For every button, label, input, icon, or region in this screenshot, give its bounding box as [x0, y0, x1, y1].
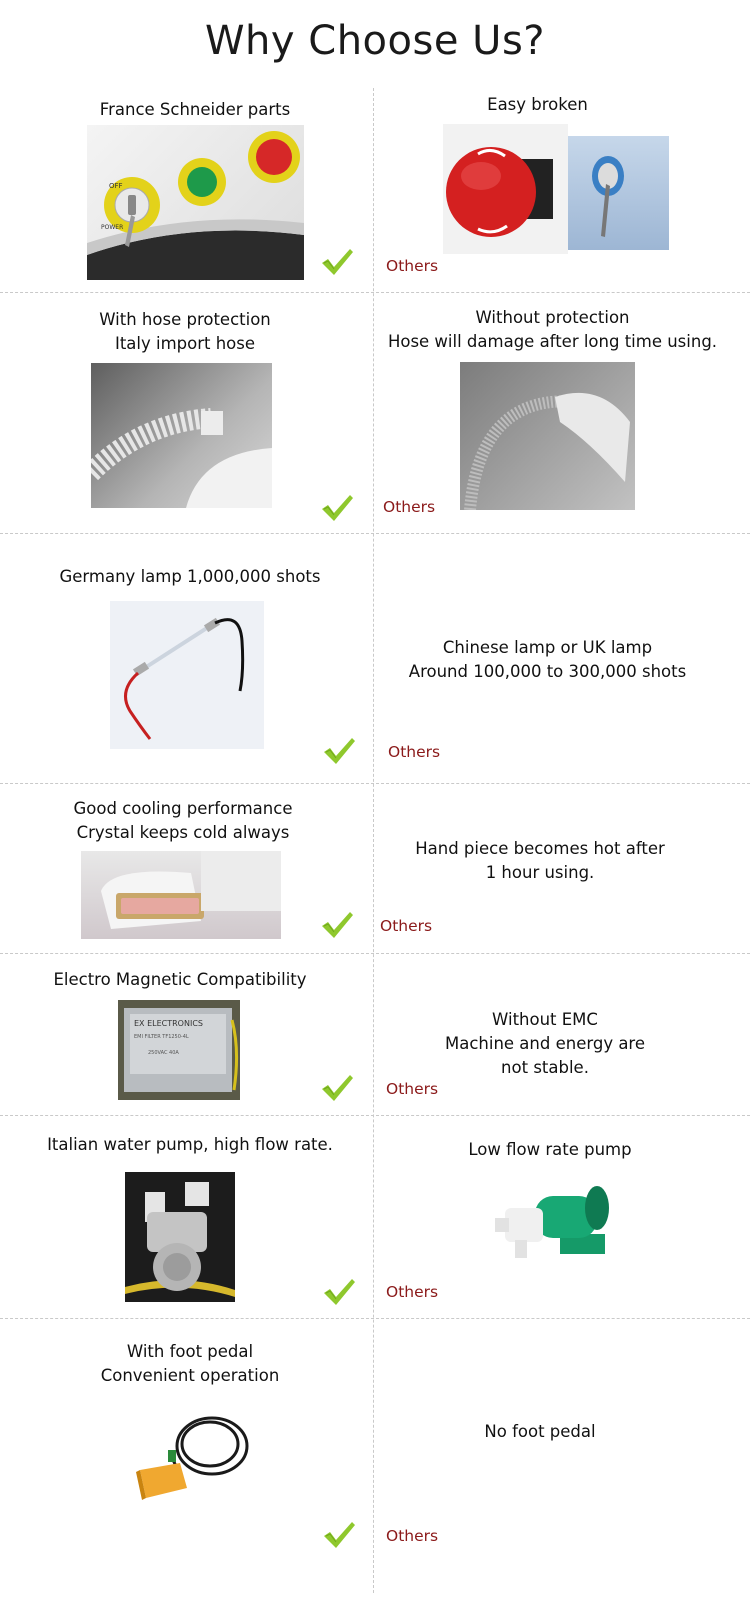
- others-label: Others: [386, 1527, 439, 1545]
- key-switch-image: [568, 136, 669, 250]
- page-title: Why Choose Us?: [204, 18, 546, 64]
- filter-rating-label: 250VAC 40A: [148, 1050, 179, 1056]
- others-caption-line2: Around 100,000 to 300,000 shots: [408, 662, 687, 681]
- others-caption-line2: 1 hour using.: [485, 863, 595, 882]
- others-label: Others: [383, 498, 436, 516]
- check-icon: [322, 736, 356, 766]
- schneider-switches-image: [87, 125, 304, 280]
- column-divider: [373, 88, 374, 1593]
- ours-caption-line1: With hose protection: [99, 310, 271, 329]
- cooling-handpiece-image: [81, 851, 281, 939]
- unprotected-hose-image: [460, 362, 635, 510]
- check-icon: [320, 910, 354, 940]
- ours-caption: Electro Magnetic Compatibility: [53, 970, 307, 989]
- others-caption-line1: Without EMC: [492, 1010, 598, 1029]
- filter-model-label: EMI FILTER TF1250-4L: [134, 1034, 189, 1040]
- others-caption-line2: Hose will damage after long time using.: [387, 332, 718, 351]
- ours-caption: Germany lamp 1,000,000 shots: [59, 567, 321, 586]
- others-label: Others: [386, 1080, 439, 1098]
- italian-pump-image: [125, 1172, 235, 1302]
- others-caption-line3: not stable.: [501, 1058, 589, 1077]
- foot-pedal-image: [132, 1408, 257, 1503]
- row-divider: [0, 953, 750, 954]
- others-caption-line1: Chinese lamp or UK lamp: [442, 638, 653, 657]
- check-icon: [322, 1520, 356, 1550]
- row-divider: [0, 292, 750, 293]
- others-caption-line2: Machine and energy are: [444, 1034, 646, 1053]
- emc-filter-image: [118, 1000, 240, 1100]
- ours-caption: France Schneider parts: [99, 100, 291, 119]
- ours-caption-line2: Convenient operation: [100, 1366, 280, 1385]
- others-label: Others: [386, 1283, 439, 1301]
- ours-caption-line2: Crystal keeps cold always: [76, 823, 290, 842]
- others-label: Others: [386, 257, 439, 275]
- check-icon: [320, 247, 354, 277]
- check-icon: [322, 1277, 356, 1307]
- check-icon: [320, 1073, 354, 1103]
- others-label: Others: [388, 743, 441, 761]
- others-caption: Low flow rate pump: [468, 1140, 632, 1159]
- ours-caption: Italian water pump, high flow rate.: [47, 1135, 333, 1154]
- others-caption-line1: Without protection: [475, 308, 630, 327]
- germany-lamp-image: [110, 601, 264, 749]
- ours-caption-line1: Good cooling performance: [73, 799, 293, 818]
- check-icon: [320, 493, 354, 523]
- others-caption-line1: Hand piece becomes hot after: [415, 839, 665, 858]
- protected-hose-image: [91, 363, 272, 508]
- filter-brand-label: EX ELECTRONICS: [134, 1019, 203, 1028]
- ours-caption-line1: With foot pedal: [126, 1342, 254, 1361]
- ours-caption-line2: Italy import hose: [114, 334, 256, 353]
- others-caption: Easy broken: [487, 95, 588, 114]
- red-button-image: [443, 124, 568, 254]
- row-divider: [0, 1318, 750, 1319]
- others-label: Others: [380, 917, 433, 935]
- switch-off-label: OFF: [109, 182, 123, 190]
- row-divider: [0, 533, 750, 534]
- row-divider: [0, 1115, 750, 1116]
- row-divider: [0, 783, 750, 784]
- others-caption: No foot pedal: [484, 1422, 596, 1441]
- low-flow-pump-image: [490, 1178, 615, 1266]
- switch-power-label: POWER: [101, 224, 124, 231]
